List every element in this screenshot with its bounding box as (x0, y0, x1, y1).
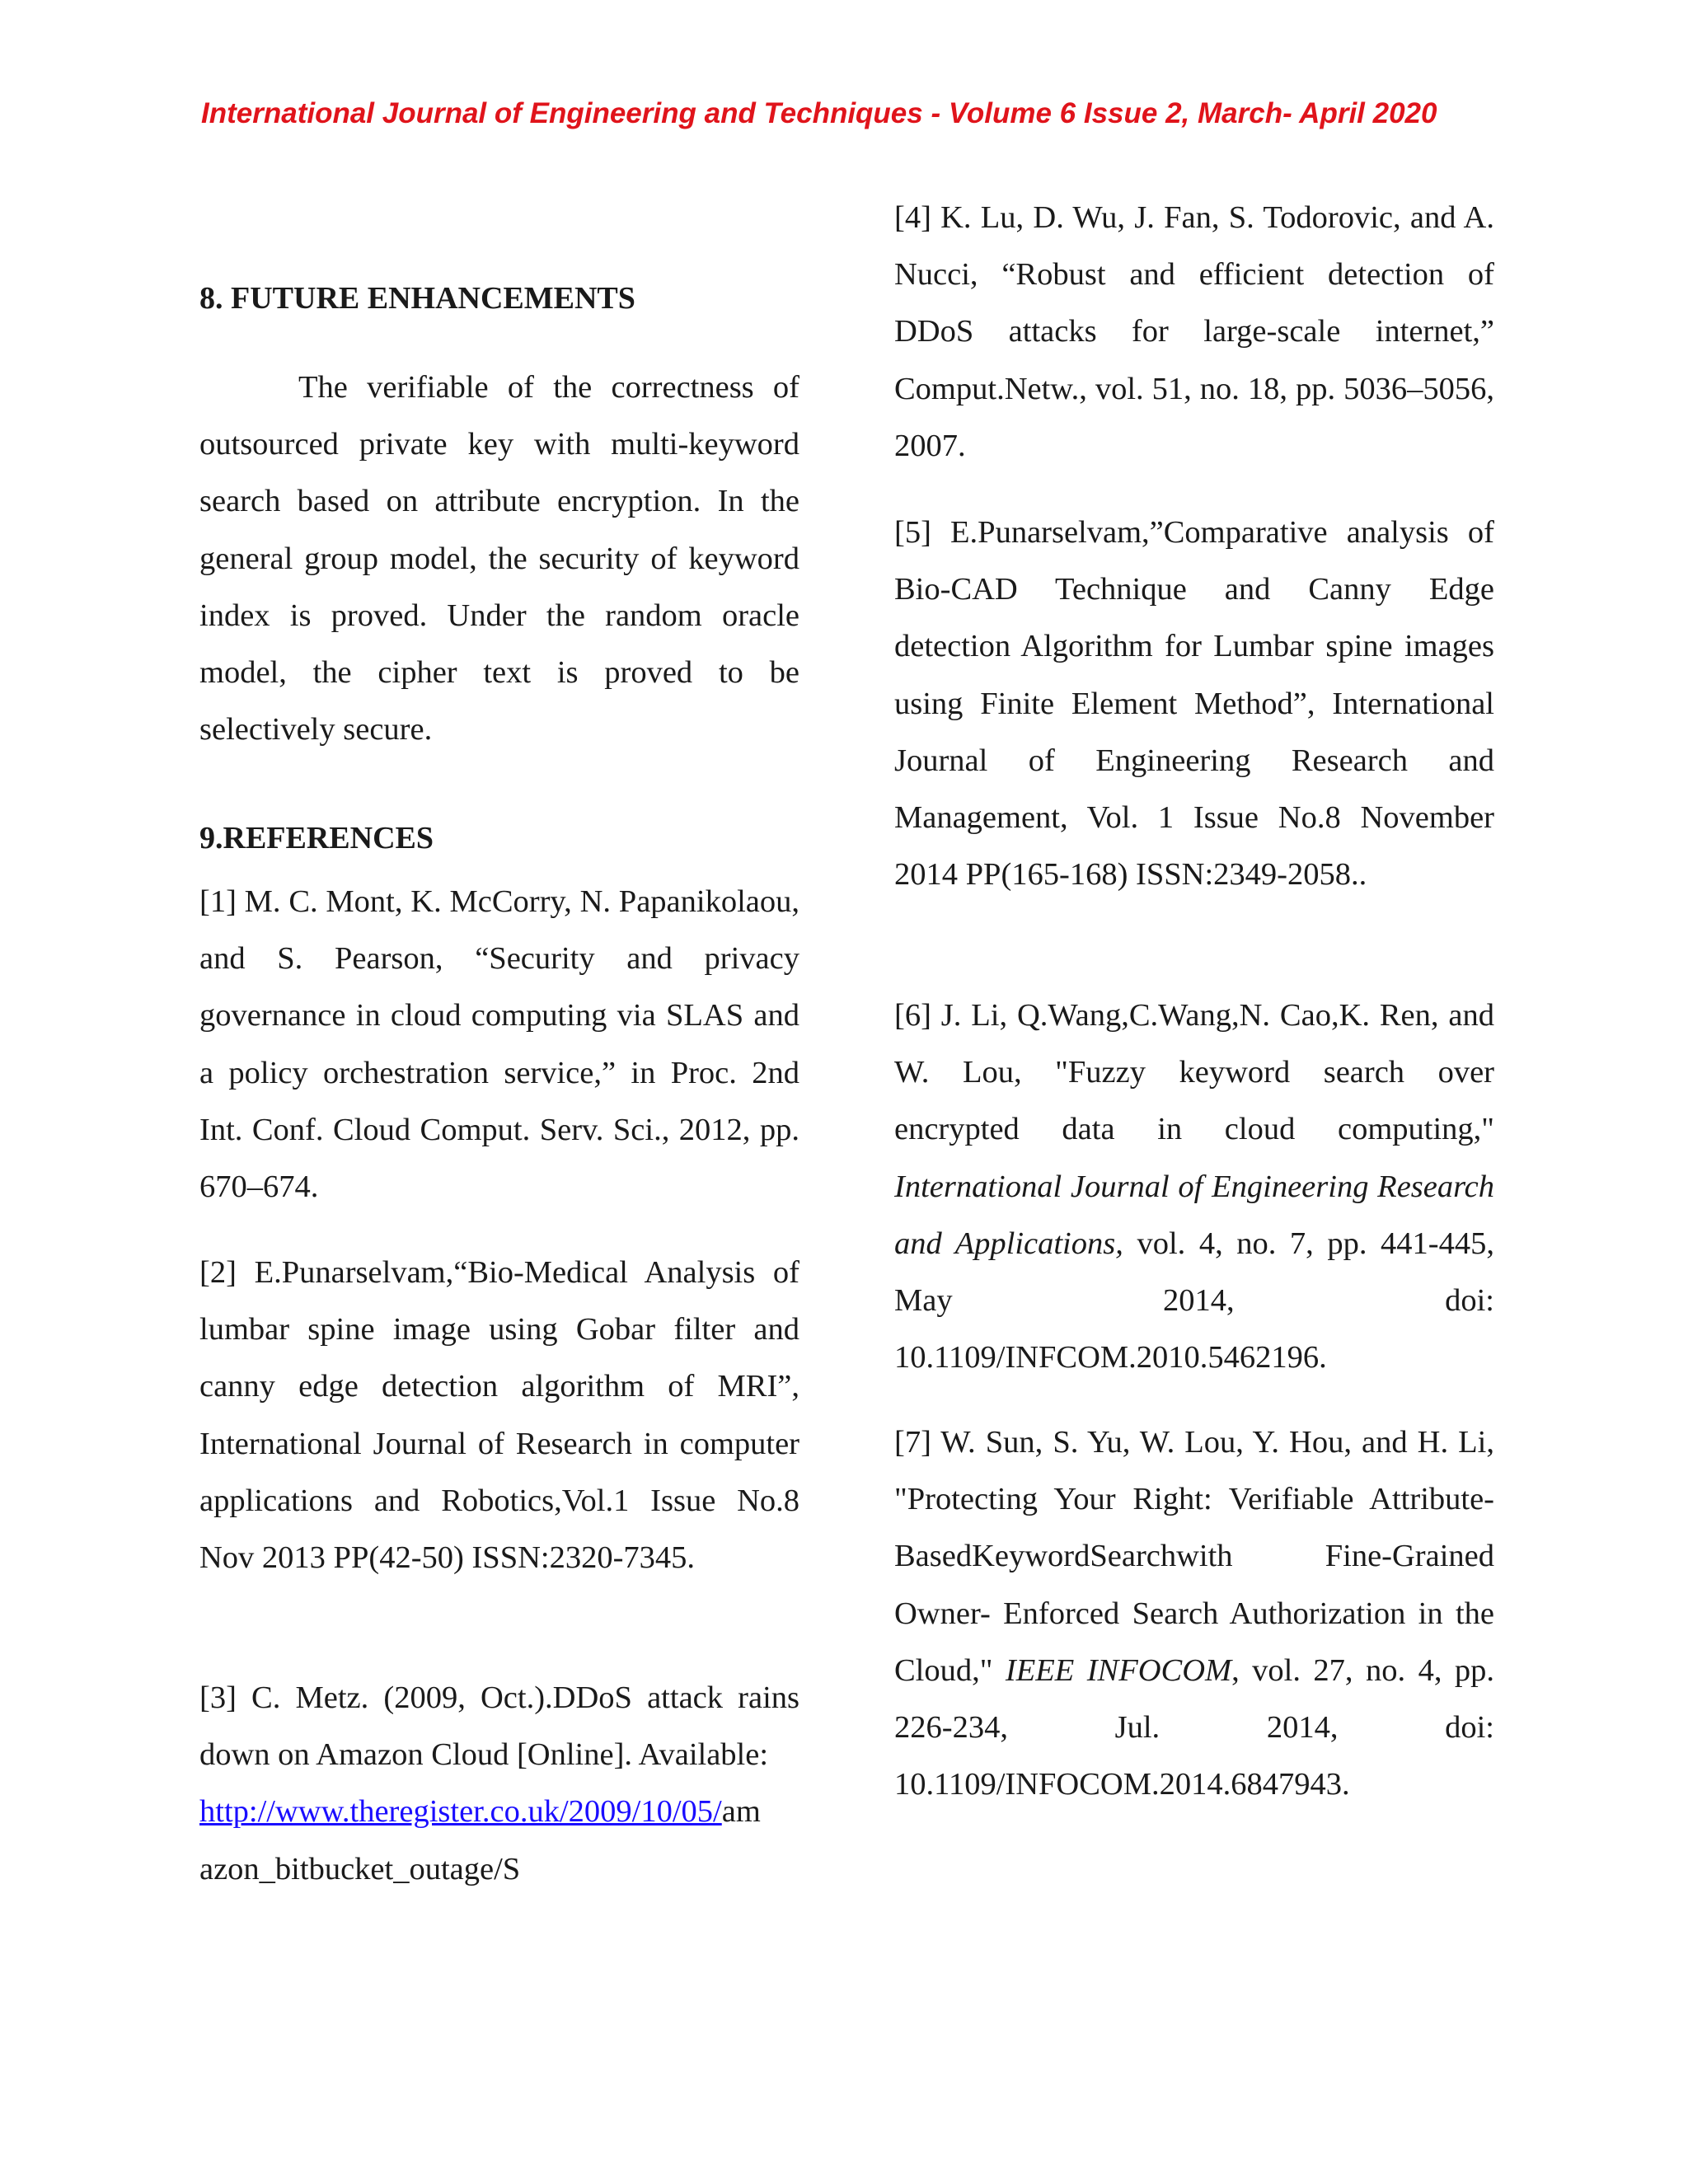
reference-7-journal: IEEE INFOCOM (1005, 1652, 1232, 1688)
reference-3-link[interactable]: http://www.theregister.co.uk/2009/10/05/ (199, 1794, 722, 1830)
reference-7 (894, 1414, 1494, 1813)
future-enhancements-paragraph: The verifiable of the correctness of outsourced private key with multi-keyword search based on attribute encryption. In the general group model, the security of keyword index is proved. Under the random oracle model, the cipher text is proved to be selectively secure. (199, 370, 799, 748)
reference-2: [2] E.Punarselvam,“Bio-Medical Analysis of lumbar spine image using Gobar filter and canny edge detection algorithm of MRI”, International Journal of Research in computer applications and Robotics,Vol.1 Issue No.8 Nov 2013 PP(42-50) ISSN:2320-7345. (199, 1255, 799, 1576)
reference-7-pre: [7] W. Sun, S. Yu, W. Lou, Y. Hou, and H. Li, "Protecting Your Right: Verifiable Attribute-BasedKeywordSearchwith Fine-Grained Owner- Enforced Search Authorization in the Cloud," (894, 1425, 1494, 1688)
section-title-future-enhancements: 8. FUTURE ENHANCEMENTS (199, 281, 635, 316)
reference-3 (199, 1670, 799, 1898)
section-title-references: 9.REFERENCES (199, 821, 434, 855)
reference-1: [1] M. C. Mont, K. McCorry, N. Papanikolaou, and S. Pearson, “Security and privacy governance in cloud computing via SLAS and a policy orchestration service,” in Proc. 2nd Int. Conf. Cloud Comput. Serv. Sci., 2012, pp. 670–674. (199, 884, 799, 1205)
journal-header: International Journal of Engineering and Techniques - Volume 6 Issue 2, March- April 2020 (201, 97, 1437, 129)
reference-3-tail: am azon_bitbucket_outage/S (199, 1794, 761, 1886)
reference-6-pre: [6] J. Li, Q.Wang,C.Wang,N. Cao,K. Ren, and W. Lou, "Fuzzy keyword search over encrypted data in cloud computing," (894, 998, 1494, 1147)
reference-4: [4] K. Lu, D. Wu, J. Fan, S. Todorovic, and A. Nucci, “Robust and efficient detection of DDoS attacks for large-scale internet,” Comput.Netw., vol. 51, no. 18, pp. 5036–5056, 2007. (894, 200, 1494, 463)
reference-3-text: [3] C. Metz. (2009, Oct.).DDoS attack rains down on Amazon Cloud [Online]. Available: (199, 1680, 799, 1773)
reference-6-journal: International Journal of Engineering Research and Applications, (894, 1169, 1494, 1261)
reference-7-post: , vol. 27, no. 4, pp. 226-234, Jul. 2014, doi: 10.1109/INFOCOM.2014.6847943. (894, 1652, 1495, 1802)
reference-6-post: vol. 4, no. 7, pp. 441-445, May 2014, doi: 10.1109/INFCOM.2010.5462196. (894, 1226, 1494, 1376)
reference-6 (894, 987, 1494, 1386)
reference-5: [5] E.Punarselvam,”Comparative analysis of Bio-CAD Technique and Canny Edge detection Algorithm for Lumbar spine images using Finite Element Method”, International Journal of Engineering Research and Management, Vol. 1 Issue No.8 November 2014 PP(165-168) ISSN:2349-2058.. (894, 515, 1494, 893)
